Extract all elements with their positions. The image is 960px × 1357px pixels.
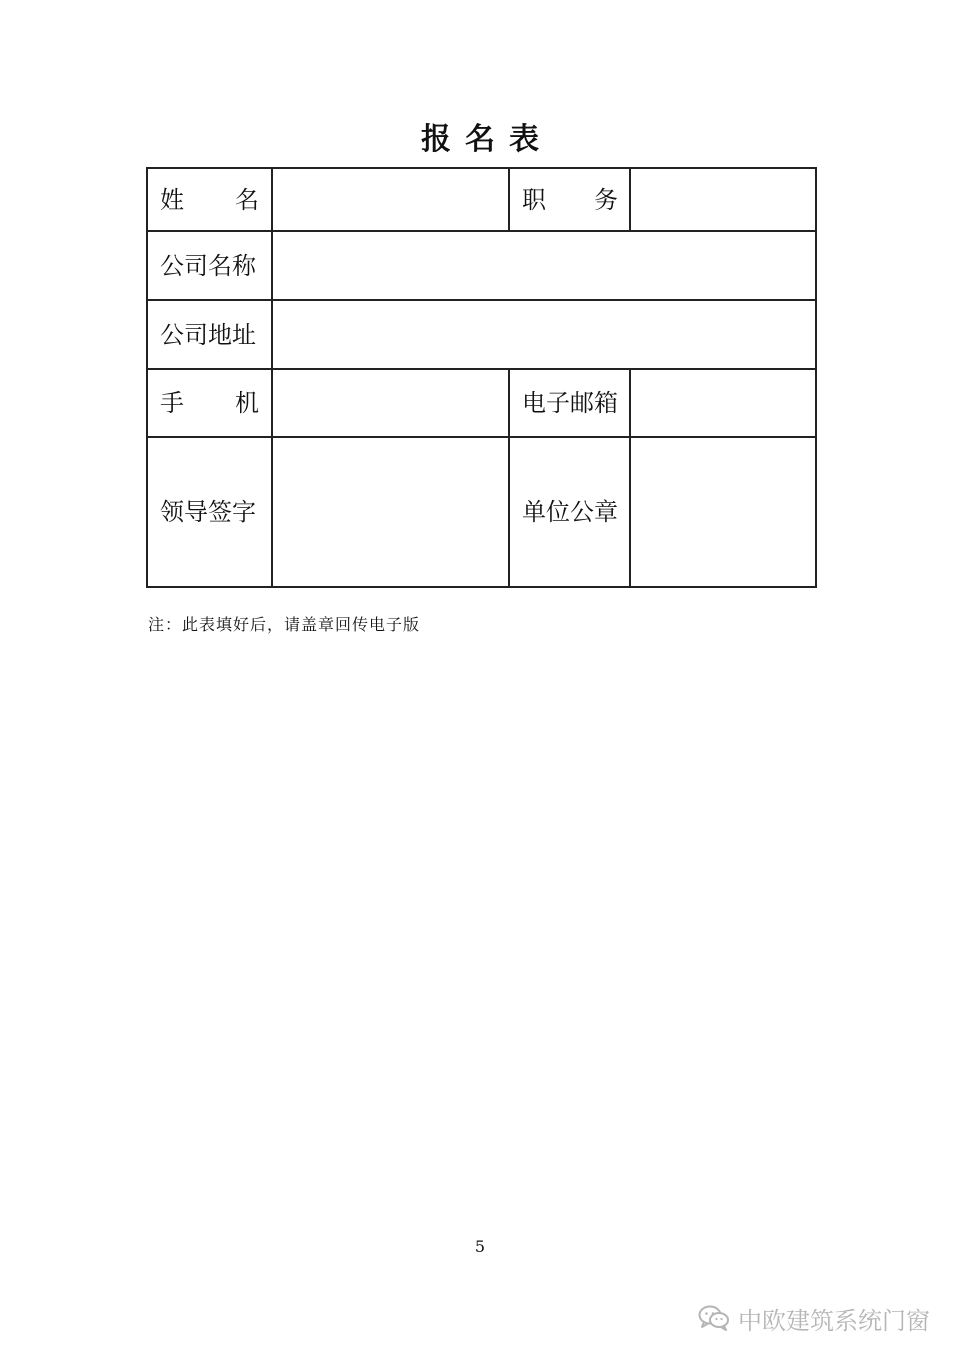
document-title: 报名表 — [421, 122, 553, 157]
position-label: 职 务 — [509, 168, 630, 231]
form-row-company-address — [147, 300, 816, 369]
leader-signature-field[interactable] — [272, 437, 509, 587]
company-name-label: 公司名称 — [147, 231, 272, 300]
position-field[interactable] — [630, 168, 816, 231]
company-address-field[interactable] — [272, 300, 816, 369]
mobile-field[interactable] — [272, 369, 509, 437]
mobile-label: 手 机 — [147, 369, 272, 437]
registration-form-table — [146, 167, 817, 588]
form-row-name — [147, 168, 816, 231]
leader-signature-label: 领导签字 — [147, 437, 272, 587]
page-number: 5 — [474, 1237, 486, 1256]
form-row-signature — [147, 437, 816, 587]
form-row-mobile — [147, 369, 816, 437]
company-address-label: 公司地址 — [147, 300, 272, 369]
official-seal-label: 单位公章 — [509, 437, 630, 587]
name-field[interactable] — [272, 168, 509, 231]
official-seal-field[interactable] — [630, 437, 816, 587]
email-label: 电子邮箱 — [509, 369, 630, 437]
form-note: 注：此表填好后，请盖章回传电子版 — [148, 615, 421, 634]
wechat-icon — [698, 1305, 730, 1331]
email-field[interactable] — [630, 369, 816, 437]
form-row-company-name — [147, 231, 816, 300]
company-name-field[interactable] — [272, 231, 816, 300]
watermark — [698, 1300, 930, 1336]
name-label: 姓 名 — [147, 168, 272, 231]
watermark-text: 中欧建筑系统门窗 — [738, 1306, 930, 1335]
